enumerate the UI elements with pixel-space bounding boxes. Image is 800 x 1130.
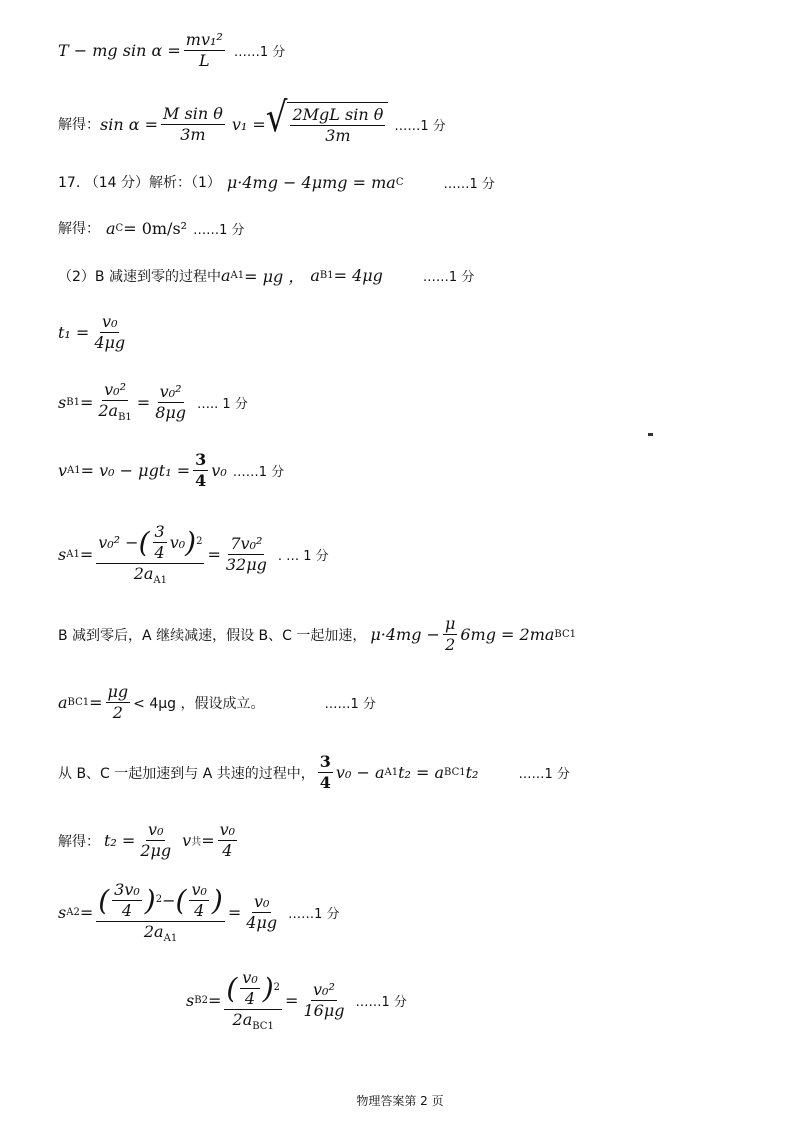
score-mark: ……1 分 — [233, 45, 286, 60]
equals-sign: = — [207, 991, 222, 1011]
fraction-numerator: μ — [444, 614, 456, 633]
fraction-denominator: 3m — [180, 124, 206, 144]
equals-sign: = — [79, 392, 94, 412]
equation-tail: v₀ — [211, 461, 227, 480]
fraction: ( $\frac{\text{3v₀}}{4}$ ) 2 − ( $\frac{\text{v₀}}{4}$ ) $2a_{A1}$ — [98, 880, 223, 945]
equation-lhs: T − mg sin α = — [58, 41, 181, 60]
fraction-numerator: M sin θ — [163, 103, 223, 123]
subscript: A1 — [66, 549, 80, 561]
equation-lhs: t₁ = — [58, 323, 90, 342]
minus-sign: − — [162, 890, 176, 910]
explanation-text: 从 B、C 一起加速到与 A 共速的过程中， — [58, 765, 315, 782]
question-header: 17. （14 分）解析：（1） — [58, 175, 221, 191]
subscript: BC1 — [554, 629, 576, 640]
fraction — [92, 312, 127, 353]
subscript: A1 — [384, 767, 399, 778]
equation-lhs: s — [58, 392, 67, 412]
equation-rhs: = v₀ − μgt₁ = — [80, 461, 191, 480]
fraction-numerator: μg — [107, 682, 129, 701]
equals-sign: = — [79, 545, 94, 565]
fraction-numerator: 2MgL sin θ — [292, 105, 384, 124]
inner-fraction — [189, 880, 208, 921]
equals-sign: = — [89, 693, 103, 712]
fraction — [161, 104, 225, 145]
fraction-denominator: 4 — [244, 989, 256, 1008]
fraction: ( $\frac{\text{v₀}}{4}$ ) 2 $2a_{BC1}$ — [226, 968, 281, 1033]
equation-lhs: v — [182, 831, 192, 850]
fraction-denominator: 4μg — [246, 913, 278, 933]
fraction-denominator: 2a — [232, 1010, 253, 1029]
equation-lhs: t₂ = — [104, 831, 136, 850]
fraction — [301, 980, 346, 1021]
fraction-denominator: 8μg — [155, 402, 187, 422]
score-mark: ……1 分 — [193, 222, 245, 238]
score-mark: ……1 分 — [288, 907, 340, 923]
fraction — [318, 752, 333, 793]
subscript: B1 — [319, 270, 334, 281]
inner-fraction — [240, 968, 259, 1009]
score-mark: ……1 分 — [394, 118, 446, 134]
equation-rhs: t₂ = a — [398, 763, 445, 782]
fraction — [244, 892, 279, 933]
solution-label: 解得： — [58, 833, 100, 850]
equation-line-13 — [58, 820, 240, 861]
equation-line-15: s B2 = ( $\frac{\text{v₀}}{4}$ ) 2 $2a_{BC1}$ = $\frac{\text{v₀²}}{16\mu g}$ ……1 分 — [186, 968, 407, 1033]
fraction-denominator: 4 — [195, 471, 207, 490]
equation-tail: t₂ — [465, 763, 479, 782]
fraction-numerator: 3 — [195, 450, 207, 469]
score-mark: ……1 分 — [355, 995, 407, 1011]
fraction-numerator: 7v₀² — [230, 534, 263, 554]
fraction-numerator: mv₁² — [185, 30, 223, 49]
equation-line-7: s B1 = $\frac{\text{v₀²}}{2a_{B1}}$ = $\frac{\text{v₀²}}{8\mu g}$ ….. 1 分 — [58, 380, 248, 424]
fraction: v₀² − ( $\frac{3}{4}$ v₀ ) 2 $2a_{A1}$ — [98, 522, 203, 587]
equation-line-10 — [58, 614, 576, 655]
equation-line-5 — [58, 264, 474, 287]
fraction-denominator: 3m — [325, 126, 351, 145]
fraction-numerator: v₀² — [159, 381, 182, 401]
equation-line-11 — [58, 682, 376, 723]
inner-fraction — [153, 522, 167, 563]
subscript: A1 — [67, 465, 81, 476]
fraction-denominator: 4 — [154, 543, 165, 562]
inner-fraction — [112, 880, 142, 921]
equation-lhs: a — [58, 693, 68, 712]
score-mark: ……1 分 — [518, 767, 570, 782]
fraction-numerator: v₀ — [191, 880, 207, 899]
subscript: BC1 — [252, 1021, 274, 1033]
fraction — [443, 614, 457, 655]
subscript: BC1 — [444, 767, 466, 778]
equation-line-12 — [58, 752, 570, 793]
fraction-denominator: 4μg — [94, 333, 126, 352]
fraction-denominator: 2a — [143, 922, 164, 941]
equation-line-2 — [58, 94, 446, 146]
fraction-numerator: v₀² − — [98, 532, 139, 552]
equation-lhs: s — [58, 545, 67, 565]
equation-line-3 — [58, 172, 495, 192]
equals-sign: = — [201, 831, 215, 850]
fraction-numerator: 3 — [154, 522, 165, 541]
subscript: A1 — [153, 575, 167, 587]
subscript: A2 — [66, 907, 80, 919]
equation-rhs: 6mg = 2ma — [460, 625, 555, 644]
fraction-denominator: 4 — [121, 901, 133, 920]
equation-tail: v₀ — [169, 532, 186, 552]
part-header: （2）B 减速到零的过程中 — [58, 268, 221, 285]
equation-line-4 — [58, 218, 244, 238]
equation: μ·4mg − 4μmg = ma — [226, 172, 396, 192]
square-root — [265, 94, 389, 146]
equation: a — [220, 266, 231, 285]
fraction-denominator: 2 — [112, 703, 123, 722]
equation-line-6 — [58, 312, 130, 353]
fraction-denominator: 16μg — [303, 1001, 345, 1021]
equation-rhs: = 4μg — [333, 266, 383, 285]
fraction — [218, 820, 237, 861]
fraction — [290, 105, 385, 146]
fraction — [138, 820, 173, 861]
subscript: B1 — [66, 396, 80, 408]
fraction-denominator: 4 — [222, 841, 233, 860]
fraction-numerator: v₀ — [242, 968, 258, 987]
fraction — [96, 380, 133, 425]
explanation-text: B 减到零后，A 继续减速，假设 B、C 一起加速， — [58, 627, 367, 644]
subscript: 共 — [191, 837, 202, 848]
fraction-denominator: L — [198, 51, 210, 70]
equation-lhs: v — [58, 461, 68, 480]
fraction-numerator: 3 — [319, 752, 331, 771]
fraction-numerator: v₀ — [102, 312, 118, 331]
score-mark: ……1 分 — [422, 270, 475, 285]
equation-lhs: s — [58, 903, 67, 923]
subscript: C — [395, 176, 404, 188]
score-mark: ……1 分 — [232, 465, 285, 480]
equation: μ·4mg − — [370, 625, 440, 644]
fraction — [184, 30, 225, 71]
fraction-denominator: 4 — [194, 901, 205, 920]
fraction — [106, 682, 131, 723]
equation-rhs: = 0m/s² — [123, 218, 188, 238]
fraction-numerator: v₀ — [148, 820, 164, 839]
equation-line-9: s A1 = v₀² − ( $\frac{3}{4}$ v₀ ) 2 $2a_{A1}$ = $\frac{\text{7v₀²}}{32\mu g}$ . … 1 分 — [58, 522, 329, 587]
fraction-denominator: 2 — [445, 635, 456, 654]
equation-line-1 — [58, 30, 285, 71]
equation: a — [310, 266, 320, 285]
score-mark: ……1 分 — [324, 697, 376, 712]
fraction-denominator: 2μg — [140, 841, 172, 860]
subscript: B2 — [194, 995, 208, 1007]
score-mark: ……1 分 — [443, 176, 495, 192]
fraction-numerator: v₀² — [104, 380, 126, 399]
subscript: B1 — [118, 412, 132, 424]
fraction-denominator: 4 — [319, 773, 331, 792]
fraction-numerator: v₀ — [219, 820, 236, 839]
subscript: C — [115, 222, 124, 234]
scan-speck — [648, 433, 653, 436]
equation-rhs: = μg ， — [244, 267, 305, 286]
radical-sign-icon: √ — [265, 94, 288, 142]
equation-lhs: s — [186, 991, 195, 1011]
subscript: A1 — [230, 270, 245, 281]
equation-line-14: s A2 = ( $\frac{\text{3v₀}}{4}$ ) 2 − ( $\frac{\text{v₀}}{4}$ ) $2a_{A1}$ = $\frac{\text{v₀}}{4\mu g}$ ……1 分 — [58, 880, 340, 945]
fraction-denominator: 2a — [133, 564, 154, 583]
explanation-text: < 4μg ，假设成立。 — [133, 695, 265, 712]
fraction-numerator: 3v₀ — [114, 880, 140, 899]
fraction-denominator: 32μg — [225, 555, 267, 575]
subscript: A1 — [163, 933, 178, 945]
equals-sign: = — [79, 903, 94, 923]
equation: a — [106, 218, 116, 238]
fraction-denominator: 2a — [98, 401, 119, 420]
equation-lhs: sin α = — [100, 114, 159, 134]
equation-line-8 — [58, 450, 284, 491]
fraction — [224, 534, 269, 575]
subscript: BC1 — [67, 697, 90, 708]
fraction-numerator: v₀² — [313, 980, 335, 1000]
page-footer: 物理答案第 2 页 — [356, 1094, 444, 1108]
score-mark: ….. 1 分 — [197, 396, 248, 412]
solution-label: 解得： — [58, 117, 100, 133]
fraction-numerator: v₀ — [253, 892, 270, 912]
equation: v₀ − a — [335, 763, 385, 782]
equation-lhs: v₁ = — [231, 114, 266, 134]
fraction — [193, 450, 208, 491]
fraction — [153, 382, 188, 423]
score-mark: . … 1 分 — [277, 549, 329, 565]
solution-label: 解得： — [58, 221, 100, 237]
